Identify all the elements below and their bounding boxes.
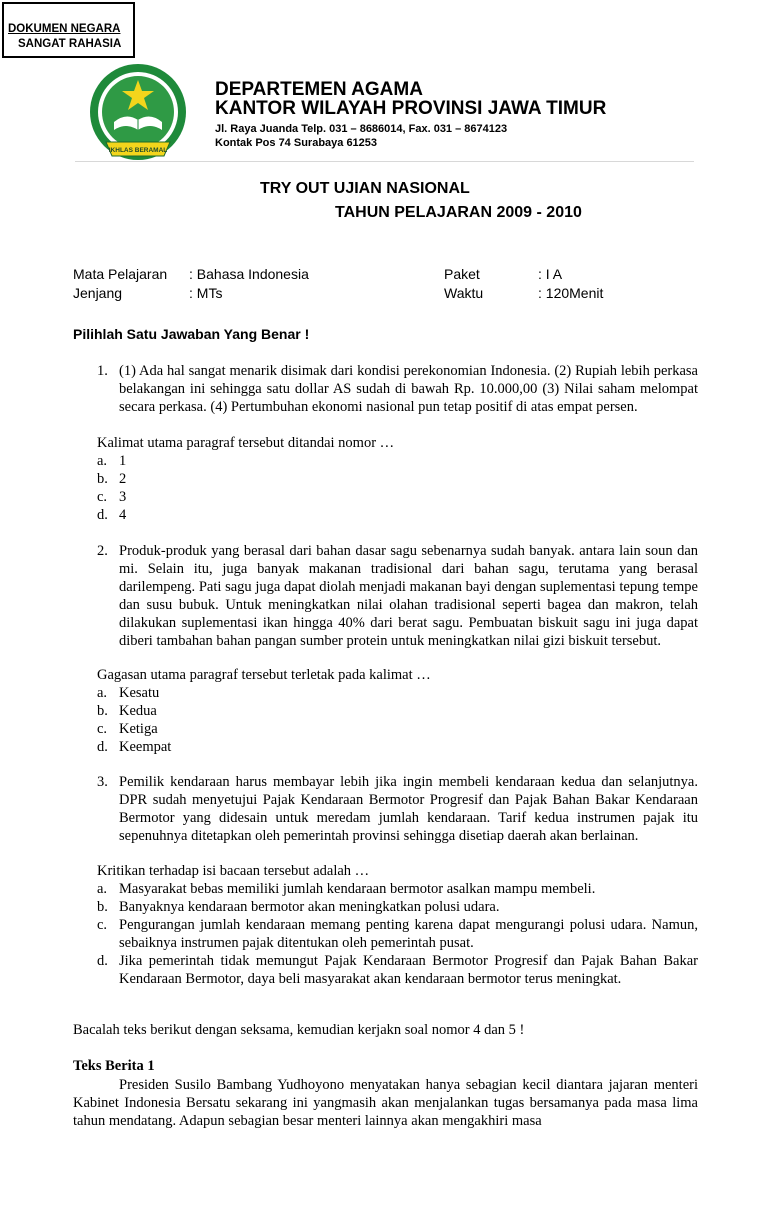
question-text: (1) Ada hal sangat menarik disimak dari kondisi perekonomian Indonesia. (2) Rupiah lebih perkasa belakangan ini sehingga satu dollar AS sudah di bawah Rp. 10.000,00 (3) Nilai saham melompat secara perkasa. (4) Pertumbuhan ekonomi nasional pun tetap positif di atas empat persen. [119,363,698,415]
option-text: Banyaknya kendaraan bermotor akan meningkatkan polusi udara. [119,899,500,915]
package-label: Paket [444,266,480,282]
option-text: 3 [119,489,127,505]
option-text: Kesatu [119,685,160,701]
office-name: KANTOR WILAYAH PROVINSI JAWA TIMUR [215,98,607,119]
package-value: : I A [538,266,563,282]
question-number: 2. [97,543,108,559]
level-value: : MTs [189,285,223,301]
option-letter: c. [97,721,108,737]
time-value: : 120Menit [538,285,604,301]
option-text: Keempat [119,739,172,755]
instruction: Pilihlah Satu Jawaban Yang Benar ! [73,326,310,342]
option-letter: b. [97,703,108,719]
subject-label: Mata Pelajaran [73,266,168,282]
department-name: DEPARTEMEN AGAMA [215,79,423,100]
stamp-line-1: DOKUMEN NEGARA [8,23,121,35]
option-text: 2 [119,471,127,487]
option-text: 4 [119,507,127,523]
option-letter: a. [97,881,108,897]
option-text: Pengurangan jumlah kendaraan memang penting karena dapat mengurangi polusi udara. Namun, sebaiknya instrumen pajak ditentukan oleh pemerintah pusat. [119,917,698,951]
option-letter: c. [97,489,108,505]
header-divider [75,161,694,162]
question-stem: Kritikan terhadap isi bacaan tersebut adalah … [97,863,370,879]
question-number: 3. [97,774,108,790]
option-letter: d. [97,507,108,523]
level-label: Jenjang [73,285,123,301]
question-text: Pemilik kendaraan harus membayar lebih jika ingin membeli kendaraan kedua dan selanjutnya. DPR sudah menyetujui Pajak Kendaraan Bermotor Progresif dan Pajak Bahan Bakar Kendaraan Bermotor yang didesain untuk meredam jumlah kendaraan. Tarif kedua instrumen pajak itu sepenuhnya ditetapkan oleh pemerintah provinsi sehingga disetiap daerah akan berlainan. [119,774,698,844]
address-line-1: Jl. Raya Juanda Telp. 031 – 8686014, Fax. 031 – 8674123 [215,123,508,135]
classification-stamp [2,2,135,58]
option-text: 1 [119,453,127,469]
option-letter: a. [97,685,108,701]
option-letter: b. [97,899,108,915]
exam-title: TRY OUT UJIAN NASIONAL [260,180,470,197]
option-letter: c. [97,917,108,933]
time-label: Waktu [444,285,484,301]
option-letter: d. [97,953,108,969]
subject-value: : Bahasa Indonesia [189,266,309,282]
stamp-line-2: SANGAT RAHASIA [18,38,122,50]
question-stem: Kalimat utama paragraf tersebut ditandai nomor … [97,435,395,451]
news-heading: Teks Berita 1 [73,1058,155,1074]
ministry-logo [84,60,192,170]
option-text: Masyarakat bebas memiliki jumlah kendaraan bermotor asalkan mampu membeli. [119,881,596,897]
option-text: Jika pemerintah tidak memungut Pajak Kendaraan Bermotor Progresif dan Pajak Bahan Bakar Kendaraan Bermotor, daya beli masyarakat akan kendaraan bermotor terus meningkat. [119,953,698,987]
academic-year: TAHUN PELAJARAN 2009 - 2010 [335,204,582,221]
address-line-2: Kontak Pos 74 Surabaya 61253 [215,137,378,149]
option-text: Ketiga [119,721,158,737]
option-letter: d. [97,739,108,755]
question-stem: Gagasan utama paragraf tersebut terletak pada kalimat … [97,667,431,683]
question-number: 1. [97,363,108,379]
reading-instruction: Bacalah teks berikut dengan seksama, kemudian kerjakn soal nomor 4 dan 5 ! [73,1022,525,1038]
option-letter: a. [97,453,108,469]
logo-banner-text: IKHLAS BERAMAL [108,147,168,154]
news-body: Presiden Susilo Bambang Yudhoyono menyatakan hanya sebagian kecil diantara jajaran menteri Kabinet Indonesia Bersatu sekarang ini yangmasih akan menjalankan tugas bersamanya pada masa lima tahun mendatang. Adapun sebagian besar menteri lainnya akan mengakhiri masa [73,1077,698,1129]
option-text: Kedua [119,703,157,719]
question-text: Produk-produk yang berasal dari bahan dasar sagu sebenarnya sudah banyak. antara lain soun dan mi. Selain itu, juga banyak makanan tradisional dari bahan sagu, terutama yang berasal darilempeng. Pati sagu juga dapat diolah menjadi makanan bayi dengan suplementasi tepung tempe dan susu bubuk. Untuk meningkatkan nilai olahan tradisional seperti bagea dan makron, telah dilakukan suplementasi ikan hingga 40% dari berat sagu. Pembuatan biskuit sagu ini juga dapat diberi tambahan bahan pangan sumber protein untuk meningkatkan nilai gizi biskuit tersebut. [119,543,698,649]
option-letter: b. [97,471,108,487]
